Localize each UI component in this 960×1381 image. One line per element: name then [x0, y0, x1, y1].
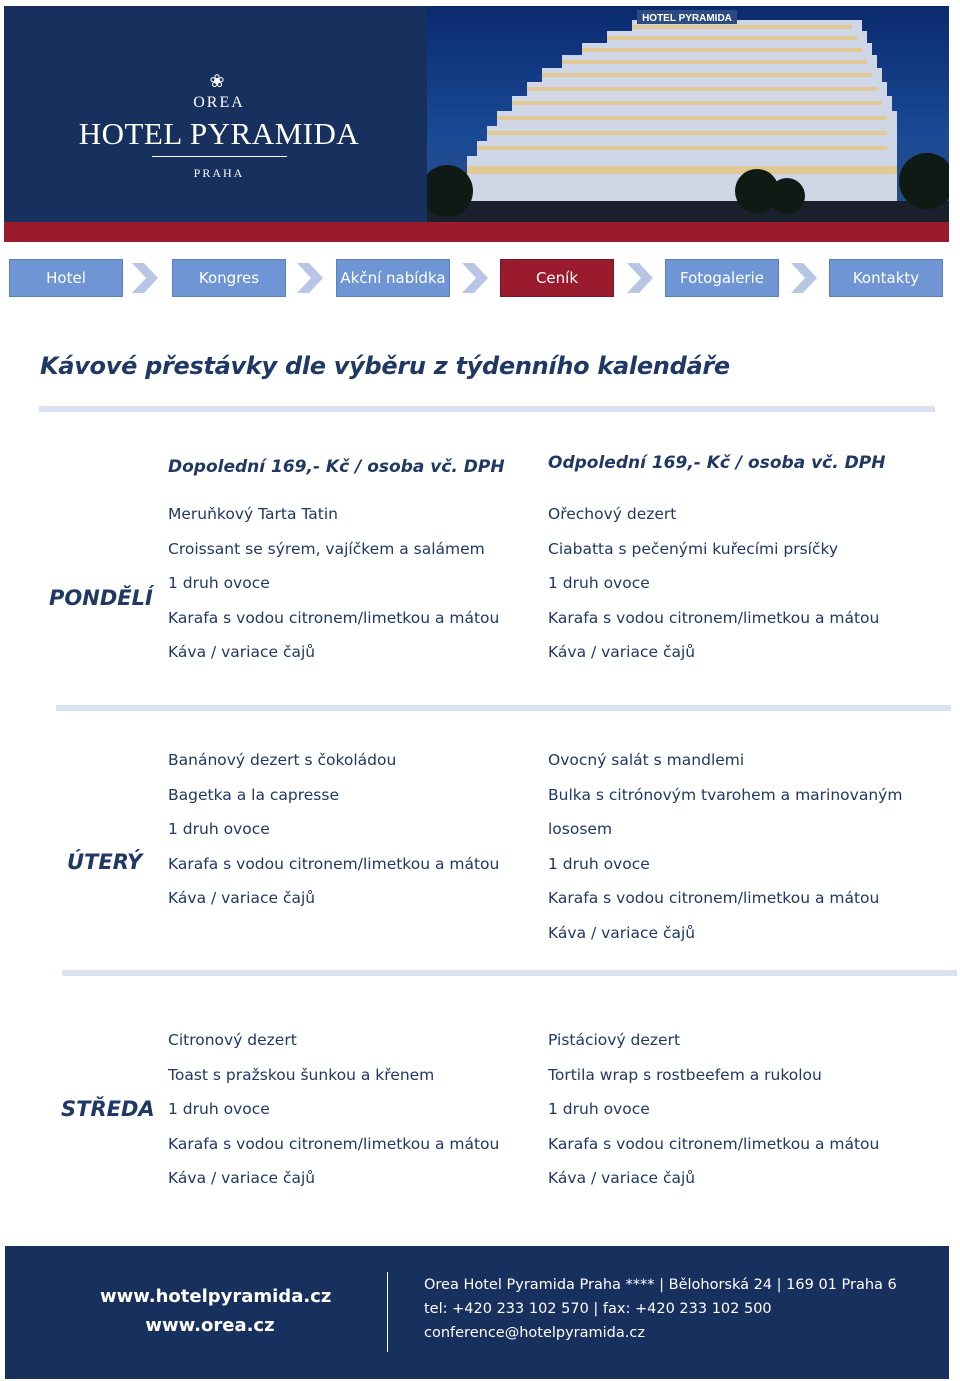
orea-emblem-icon: ❀ [209, 71, 225, 92]
list-item: Toast s pražskou šunkou a křenem [168, 1065, 435, 1084]
list-item: Káva / variace čajů [168, 1169, 316, 1187]
list-item: Ovocný salát s mandlemi [548, 751, 745, 769]
day-divider [56, 705, 951, 711]
footer-divider [387, 1272, 388, 1352]
list-item: Bagetka a la capresse [168, 785, 339, 804]
monday-morning-menu [168, 497, 499, 670]
title-divider [39, 406, 935, 412]
list-item: Ciabatta s pečenými kuřecími prsíčky [548, 539, 839, 558]
list-item: Karafa s vodou citronem/limetkou a mátou [548, 889, 880, 907]
chevron-right-icon [627, 263, 653, 293]
tuesday-afternoon-menu [548, 743, 902, 950]
list-item: Káva / variace čajů [548, 923, 696, 942]
chevron-right-icon [132, 263, 158, 293]
hotel-logo [4, 6, 426, 222]
list-item: Bulka s citrónovým tvarohem a marinovaným [548, 785, 903, 804]
list-item: 1 druh ovoce [548, 574, 650, 592]
footer-phones: tel: +420 233 102 570 | fax: +420 233 102 500 [424, 1301, 772, 1317]
list-item: Pistáciový dezert [548, 1031, 681, 1049]
main-navigation [0, 259, 960, 297]
logo-divider [152, 156, 287, 157]
list-item: Citronový dezert [168, 1031, 297, 1049]
list-item: 1 druh ovoce [168, 820, 270, 838]
list-item: Káva / variace čajů [548, 643, 696, 661]
footer-email[interactable]: conference@hotelpyramida.cz [424, 1325, 645, 1341]
list-item: Karafa s vodou citronem/limetkou a mátou [548, 1134, 880, 1153]
page-title: Kávové přestávky dle výběru z týdenního kalendáře [40, 352, 730, 380]
day-label-tuesday: ÚTERÝ [67, 850, 143, 874]
nav-kontakty-button[interactable]: Kontakty [829, 259, 943, 297]
footer-link-hotelpyramida[interactable]: www.hotelpyramida.cz [100, 1286, 332, 1307]
day-label-monday: PONDĚLÍ [49, 586, 153, 610]
list-item: Meruňkový Tarta Tatin [168, 505, 338, 523]
day-label-wednesday: STŘEDA [61, 1097, 155, 1121]
photo-sign: HOTEL PYRAMIDA [642, 13, 732, 24]
wednesday-afternoon-menu [548, 1023, 879, 1196]
day-divider [62, 970, 957, 976]
monday-afternoon-menu [548, 497, 879, 670]
list-item: Banánový dezert s čokoládou [168, 751, 397, 769]
hotel-photo [427, 6, 949, 222]
list-item: Karafa s vodou citronem/limetkou a mátou [168, 1134, 500, 1153]
list-item: 1 druh ovoce [168, 1100, 270, 1118]
list-item: Karafa s vodou citronem/limetkou a mátou [168, 854, 500, 873]
logo-city: PRAHA [193, 166, 245, 180]
afternoon-price-heading: Odpolední 169,- Kč / osoba vč. DPH [548, 453, 886, 473]
list-item: Karafa s vodou citronem/limetkou a mátou [548, 608, 880, 627]
list-item: Káva / variace čajů [168, 643, 316, 661]
chevron-right-icon [791, 263, 817, 293]
list-item: Káva / variace čajů [548, 1169, 696, 1187]
footer-link-orea[interactable]: www.orea.cz [145, 1315, 275, 1336]
logo-hotel-name: HOTEL PYRAMIDA [78, 116, 360, 151]
nav-kongres-button[interactable]: Kongres [172, 259, 286, 297]
list-item: Ořechový dezert [548, 505, 677, 523]
list-item: Tortila wrap s rostbeefem a rukolou [548, 1065, 822, 1084]
tuesday-morning-menu [168, 743, 499, 916]
list-item: 1 druh ovoce [548, 854, 650, 873]
hotel-building-illustration [427, 6, 949, 222]
nav-hotel-button[interactable]: Hotel [9, 259, 123, 297]
list-item: 1 druh ovoce [548, 1100, 650, 1118]
morning-price-heading: Dopolední 169,- Kč / osoba vč. DPH [168, 457, 505, 477]
list-item: Croissant se sýrem, vajíčkem a salámem [168, 539, 485, 558]
wednesday-morning-menu [168, 1023, 499, 1196]
list-item: Káva / variace čajů [168, 889, 316, 907]
nav-cenik-button[interactable]: Ceník [500, 259, 614, 297]
list-item: Karafa s vodou citronem/limetkou a mátou [168, 608, 500, 627]
nav-fotogalerie-button[interactable]: Fotogalerie [665, 259, 779, 297]
list-item: lososem [548, 820, 613, 838]
header-accent-bar [4, 222, 949, 242]
chevron-right-icon [462, 263, 488, 293]
nav-akcni-nabidka-button[interactable]: Akční nabídka [336, 259, 450, 297]
list-item: 1 druh ovoce [168, 574, 270, 592]
footer-address: Orea Hotel Pyramida Praha **** | Bělohorská 24 | 169 01 Praha 6 [424, 1277, 897, 1293]
logo-brand: OREA [193, 94, 245, 111]
chevron-right-icon [297, 263, 323, 293]
